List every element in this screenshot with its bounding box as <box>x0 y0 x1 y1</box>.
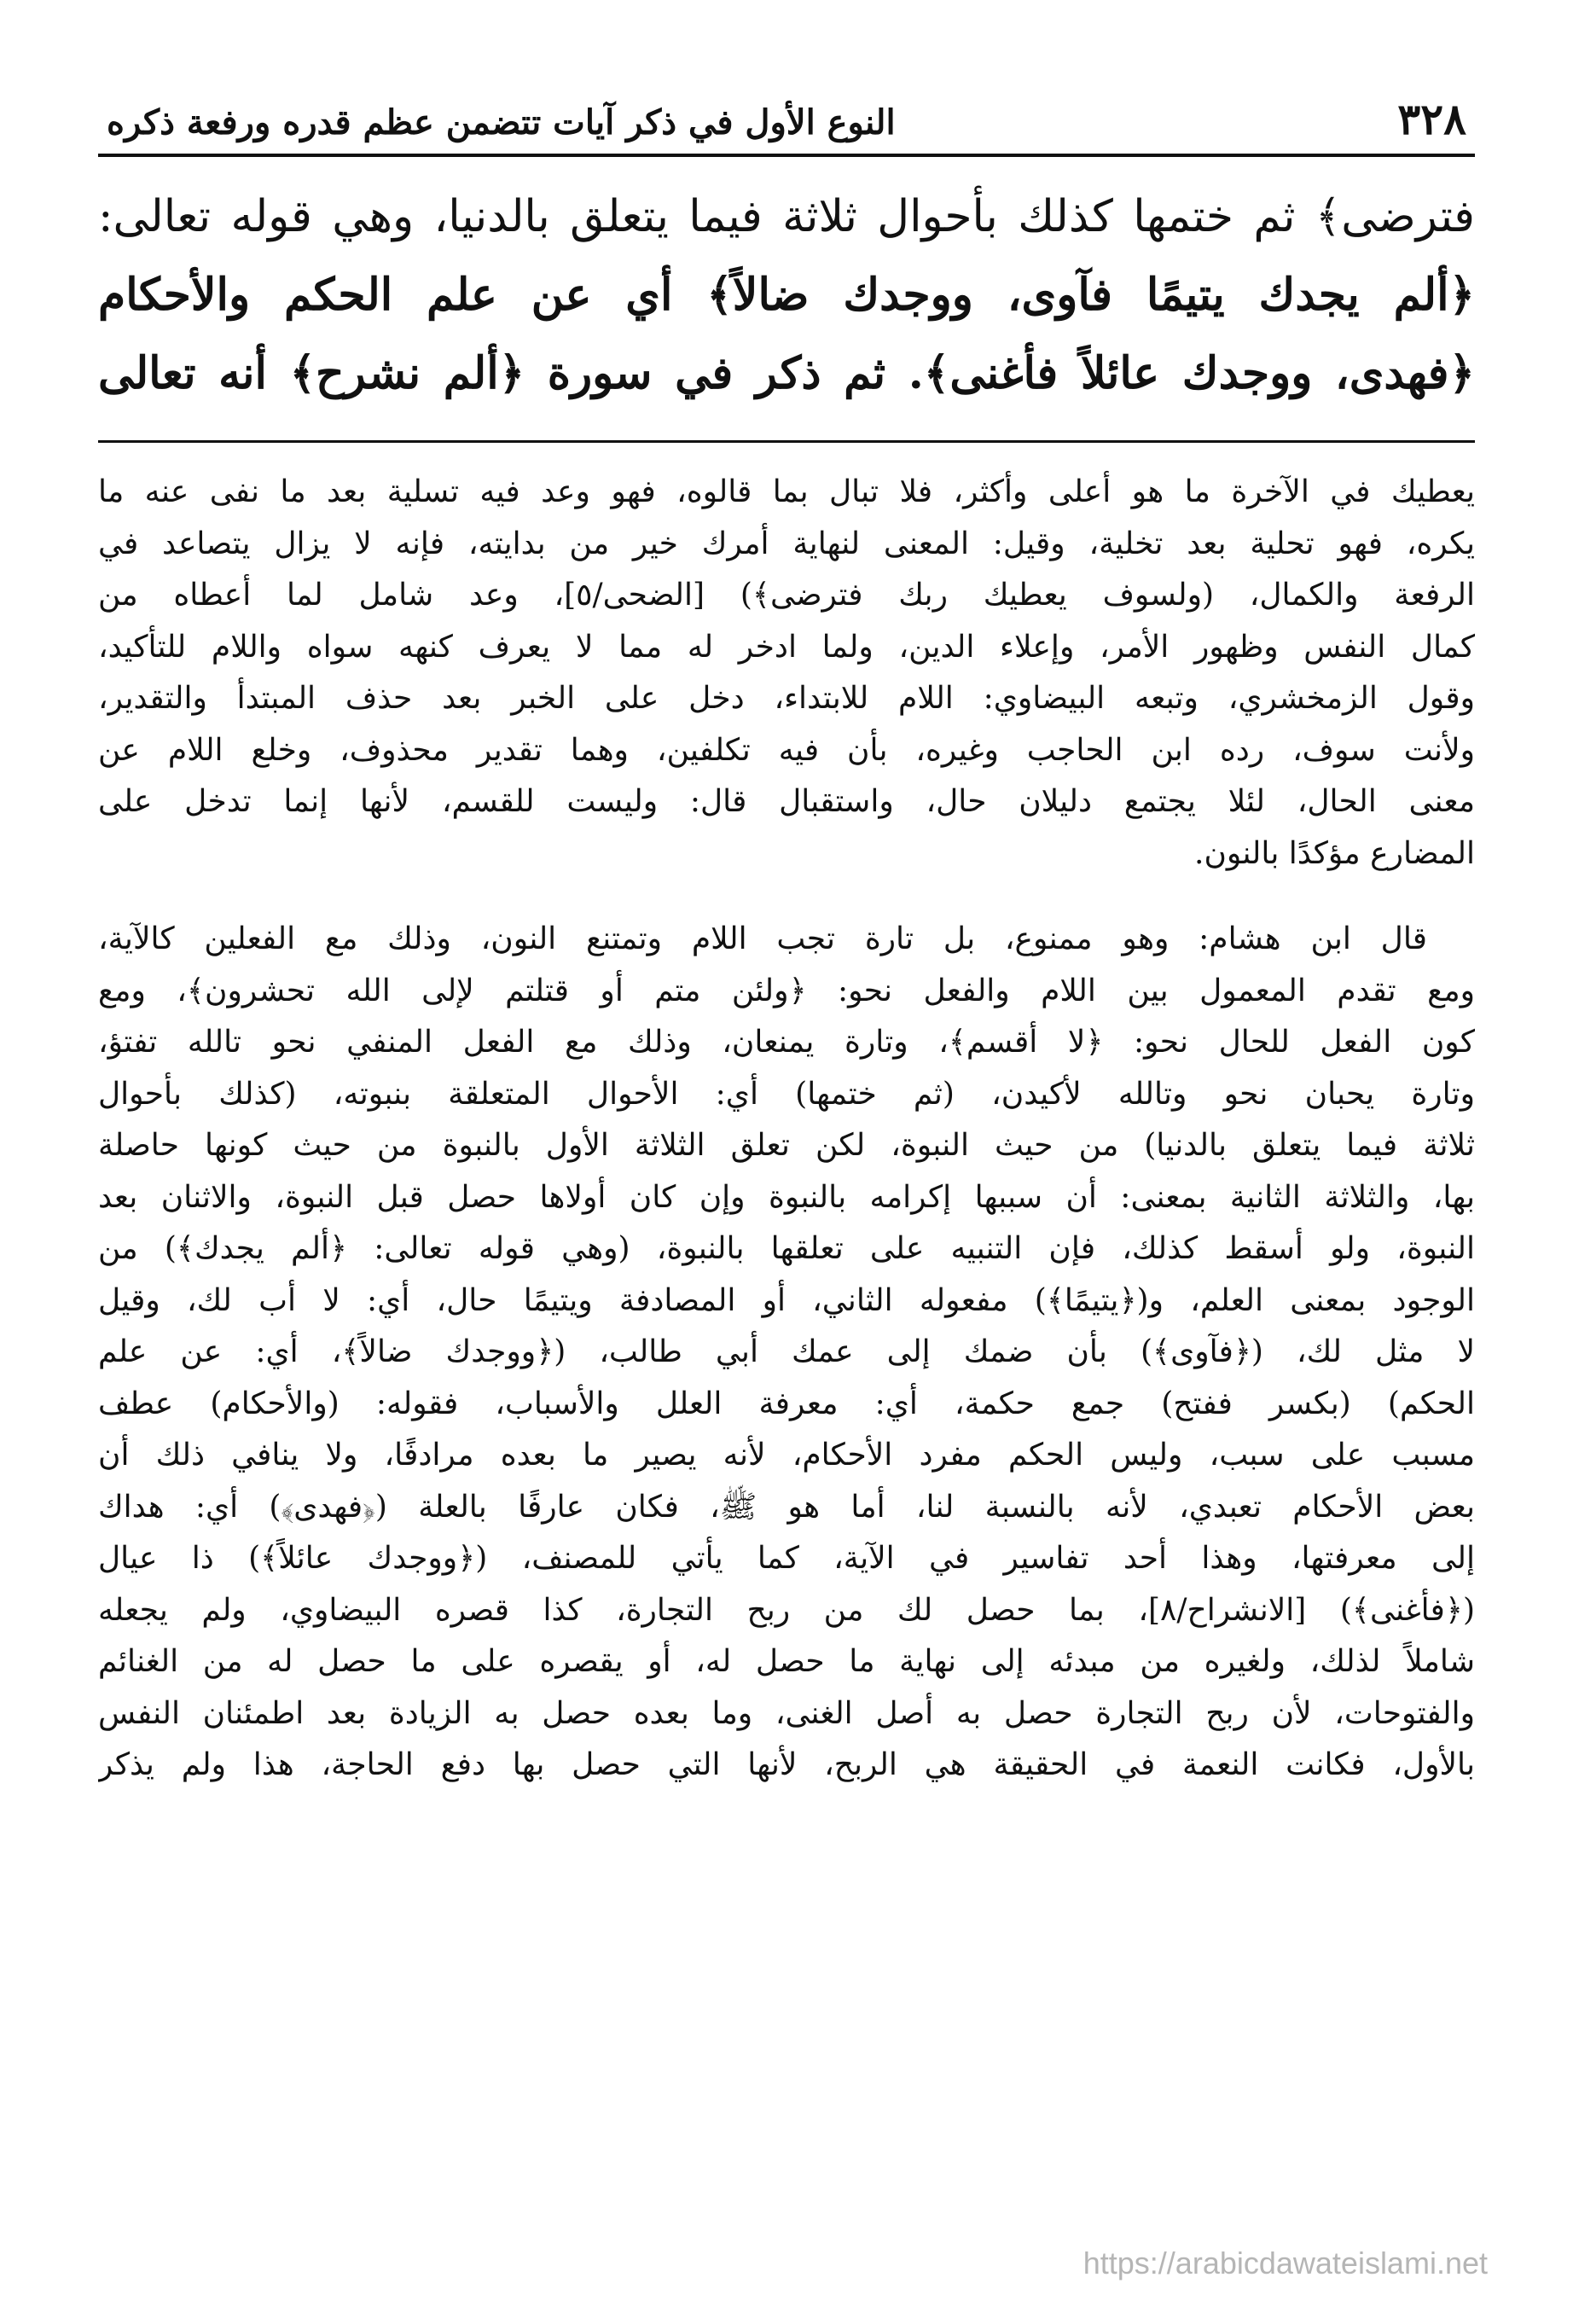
commentary-line: (﴿فأغنى﴾) [الانشراح/٨]، بما حصل لك من ربح التجارة، كذا قصره البيضاوي، ولم يجعله <box>98 1592 1475 1628</box>
commentary-line: وتارة يحبان نحو وتالله لأكيدن، (ثم ختمها) أي: الأحوال المتعلقة بنبوته، (كذلك بأحوال <box>98 1076 1475 1112</box>
commentary-line: ثلاثة فيما يتعلق بالدنيا) من حيث النبوة، لكن تعلق الثلاثة الأول بالنبوة من حيث كونها حاصلة <box>98 1128 1475 1163</box>
commentary-line: بالأول، فكانت النعمة في الحقيقة هي الربح، لأنها التي حصل بها دفع الحاجة، هذا ولم يذكر <box>98 1747 1475 1782</box>
commentary-line: لا مثل لك، (﴿فآوى﴾) بأن ضمك إلى عمك أبي طالب، (﴿ووجدك ضالاً﴾، أي: عن علم <box>98 1334 1475 1369</box>
commentary-line: إلى معرفتها، وهذا أحد تفاسير في الآية، كما يأتي للمصنف، (﴿ووجدك عائلاً﴾) ذا عيال <box>98 1541 1475 1576</box>
commentary-line: قال ابن هشام: وهو ممنوع، بل تارة تجب اللام وتمتنع النون، وذلك مع الفعلين كالآية، <box>98 921 1427 956</box>
commentary-line: يكره، فهو تحلية بعد تخلية، وقيل: المعنى لنهاية أمرك خير من بدايته، فإنه لا يزال يتصاعد في <box>98 526 1475 561</box>
main-text-line: ﴿ألم يجدك يتيمًا فآوى، ووجدك ضالاً﴾ أي عن علم الحكم والأحكام <box>98 269 1475 321</box>
commentary-line: الوجود بمعنى العلم، و(﴿يتيمًا﴾) مفعوله الثاني، أو المصادفة ويتيمًا حال، أي: لا أب لك، وقيل <box>98 1282 1475 1318</box>
main-text <box>98 177 1475 413</box>
commentary-line: وقول الزمخشري، وتبعه البيضاوي: اللام للابتداء، دخل على الخبر بعد حذف المبتدأ والتقدير، <box>98 681 1475 716</box>
commentary-line: معنى الحال، لئلا يجتمع دليلان حال، واستقبال قال: وليست للقسم، لأنها إنما تدخل على <box>98 784 1475 819</box>
watermark-url: https://arabicdawateislami.net <box>1083 2246 1488 2280</box>
commentary-line: بها، والثلاثة الثانية بمعنى: أن سببها إكرامه بالنبوة وإن كان أولاها حصل قبل النبوة، والاثنان بعد <box>98 1179 1475 1215</box>
commentary-line: كون الفعل للحال نحو: ﴿لا أقسم﴾، وتارة يمنعان، وذلك مع الفعل المنفي نحو تالله تفتؤ، <box>98 1025 1475 1060</box>
commentary-line: يعطيك في الآخرة ما هو أعلى وأكثر، فلا تبال بما قالوه، فهو وعد فيه تسلية بعد ما نفى عنه ما <box>98 474 1475 509</box>
main-text-line: ﴿فهدى، ووجدك عائلاً فأغنى﴾. ثم ذكر في سورة ﴿ألم نشرح﴾ أنه تعالى <box>98 347 1475 399</box>
commentary-line: ولأنت سوف، رده ابن الحاجب وغيره، بأن فيه تكلفين، وهما تقدير محذوف، وخلع اللام عن <box>98 732 1475 768</box>
running-head <box>98 85 1475 157</box>
paragraph-gap <box>98 880 1475 914</box>
commentary-line: ومع تقدم المعمول بين اللام والفعل نحو: ﴿ولئن متم أو قتلتم لإلى الله تحشرون﴾، ومع <box>98 973 1475 1008</box>
commentary-paragraph-2 <box>98 914 1475 1792</box>
main-text-line: فترضى﴾ ثم ختمها كذلك بأحوال ثلاثة فيما يتعلق بالدنيا، وهي قوله تعالى: <box>98 191 1475 242</box>
commentary-line: الحكم) (بكسر ففتح) جمع حكمة، أي: معرفة العلل والأسباب، فقوله: (والأحكام) عطف <box>98 1386 1475 1421</box>
commentary-line: الرفعة والكمال، (ولسوف يعطيك ربك فترضى﴾) [الضحى/٥]، وعد شامل لما أعطاه من <box>98 578 1475 613</box>
commentary <box>98 467 1475 1792</box>
footnote-separator <box>98 440 1475 443</box>
commentary-paragraph-1 <box>98 467 1475 880</box>
page-number: ٣٢٨ <box>1397 94 1466 144</box>
commentary-line: المضارع مؤكدًا بالنون. <box>1194 835 1475 871</box>
commentary-line: بعض الأحكام تعبدي، لأنه بالنسبة لنا، أما هو ﷺ، فكان عارفًا بالعلة (﴿فهدى﴾) أي: هداك <box>98 1489 1475 1525</box>
commentary-line: كمال النفس وظهور الأمر، وإعلاء الدين، ولما ادخر له مما لا يعرف كنهه سواه واللام للتأكيد، <box>98 629 1475 665</box>
running-title: النوع الأول في ذكر آيات تتضمن عظم قدره ورفعة ذكره <box>107 102 896 142</box>
commentary-line: النبوة، ولو أسقط كذلك، فإن التنبيه على تعلقها بالنبوة، (وهي قوله تعالى: ﴿ألم يجدك﴾) من <box>98 1231 1475 1266</box>
commentary-line: شاملاً لذلك، ولغيره من مبدئه إلى نهاية ما حصل له، أو يقصره على ما حصل له من الغنائم <box>98 1644 1475 1679</box>
commentary-line: والفتوحات، لأن ربح التجارة حصل به أصل الغنى، وما بعده حصل به الزيادة بعد اطمئنان النفس <box>98 1695 1475 1731</box>
commentary-line: مسبب على سبب، وليس الحكم مفرد الأحكام، لأنه يصير ما بعده مرادفًا، ولا ينافي ذلك أن <box>98 1438 1475 1473</box>
